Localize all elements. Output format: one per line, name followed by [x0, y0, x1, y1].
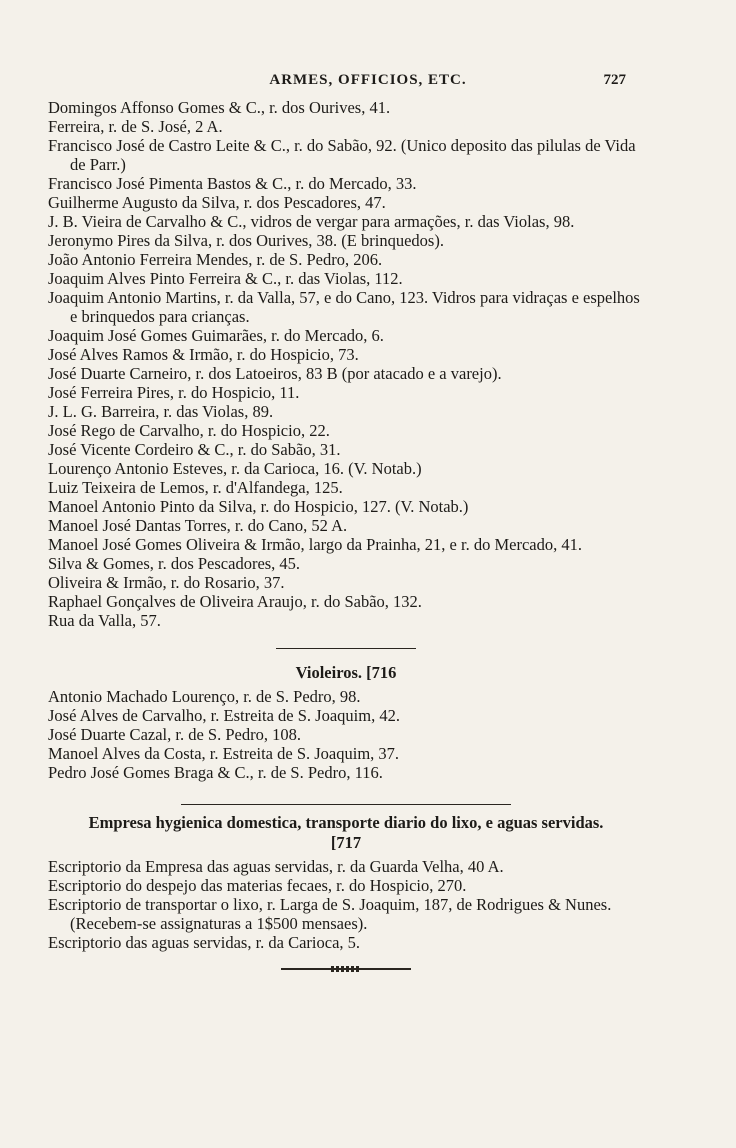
- list-item: Manoel José Gomes Oliveira & Irmão, largo da Prainha, 21, e r. do Mercado, 41.: [48, 535, 582, 554]
- list-item: José Alves Ramos & Irmão, r. do Hospicio, 73.: [48, 345, 359, 364]
- list-item: Joaquim Antonio Martins, r. da Valla, 57, e do Cano, 123. Vidros para vidraças e espelhos e brinquedos para crianças.: [48, 288, 640, 326]
- list-item: Escriptorio do despejo das materias fecaes, r. do Hospicio, 270.: [48, 876, 467, 895]
- list-item: Lourenço Antonio Esteves, r. da Carioca, 16. (V. Notab.): [48, 459, 422, 478]
- list-item: Joaquim Alves Pinto Ferreira & C., r. das Violas, 112.: [48, 269, 403, 288]
- list-item: Manoel José Dantas Torres, r. do Cano, 52 A.: [48, 516, 348, 535]
- page-number: 727: [603, 72, 626, 88]
- list-item: Jeronymo Pires da Silva, r. dos Ourives, 38. (E brinquedos).: [48, 231, 444, 250]
- list-item: Oliveira & Irmão, r. do Rosario, 37.: [48, 573, 285, 592]
- list-item: Escriptorio das aguas servidas, r. da Carioca, 5.: [48, 933, 361, 952]
- running-head: [0, 72, 736, 94]
- list-item: José Rego de Carvalho, r. do Hospicio, 22.: [48, 421, 330, 440]
- ornament-rule: [281, 966, 411, 972]
- list-item: Rua da Valla, 57.: [48, 611, 161, 630]
- section-heading-empresa: Empresa hygienica domestica, transporte diario do lixo, e aguas servidas. [717: [88, 813, 604, 852]
- list-item: J. L. G. Barreira, r. das Violas, 89.: [48, 402, 274, 421]
- section-divider: [276, 648, 416, 649]
- list-item: Escriptorio da Empresa das aguas servidas, r. da Guarda Velha, 40 A.: [48, 857, 504, 876]
- list-item: José Vicente Cordeiro & C., r. do Sabão, 31.: [48, 440, 341, 459]
- running-title: ARMES, OFFICIOS, ETC.: [269, 72, 467, 88]
- section-divider: [181, 804, 511, 805]
- list-item: Antonio Machado Lourenço, r. de S. Pedro, 98.: [48, 687, 361, 706]
- list-item: Raphael Gonçalves de Oliveira Araujo, r. do Sabão, 132.: [48, 592, 422, 611]
- directory-entries: [48, 98, 644, 972]
- list-item: José Ferreira Pires, r. do Hospicio, 11.: [48, 383, 300, 402]
- list-item: Pedro José Gomes Braga & C., r. de S. Pedro, 116.: [48, 763, 383, 782]
- list-item: Ferreira, r. de S. José, 2 A.: [48, 117, 223, 136]
- list-item: Guilherme Augusto da Silva, r. dos Pescadores, 47.: [48, 193, 386, 212]
- list-item: João Antonio Ferreira Mendes, r. de S. Pedro, 206.: [48, 250, 383, 269]
- list-item: Domingos Affonso Gomes & C., r. dos Ourives, 41.: [48, 98, 391, 117]
- list-item: Joaquim José Gomes Guimarães, r. do Mercado, 6.: [48, 326, 384, 345]
- list-item: José Duarte Carneiro, r. dos Latoeiros, 83 B (por atacado e a varejo).: [48, 364, 502, 383]
- section-heading-violeiros: Violeiros. [716: [295, 663, 397, 682]
- list-item: Escriptorio de transportar o lixo, r. Larga de S. Joaquim, 187, de Rodrigues & Nunes. (Recebem-se assignaturas a 1$500 mensaes).: [48, 895, 612, 933]
- list-item: Francisco José de Castro Leite & C., r. do Sabão, 92. (Unico deposito das pilulas de Vida de Parr.): [48, 136, 636, 174]
- list-item: Luiz Teixeira de Lemos, r. d'Alfandega, 125.: [48, 478, 343, 497]
- list-item: Silva & Gomes, r. dos Pescadores, 45.: [48, 554, 301, 573]
- list-item: José Alves de Carvalho, r. Estreita de S. Joaquim, 42.: [48, 706, 400, 725]
- list-item: José Duarte Cazal, r. de S. Pedro, 108.: [48, 725, 301, 744]
- list-item: Manoel Antonio Pinto da Silva, r. do Hospicio, 127. (V. Notab.): [48, 497, 469, 516]
- list-item: Manoel Alves da Costa, r. Estreita de S. Joaquim, 37.: [48, 744, 400, 763]
- list-item: Francisco José Pimenta Bastos & C., r. do Mercado, 33.: [48, 174, 417, 193]
- list-item: J. B. Vieira de Carvalho & C., vidros de vergar para armações, r. das Violas, 98.: [48, 212, 575, 231]
